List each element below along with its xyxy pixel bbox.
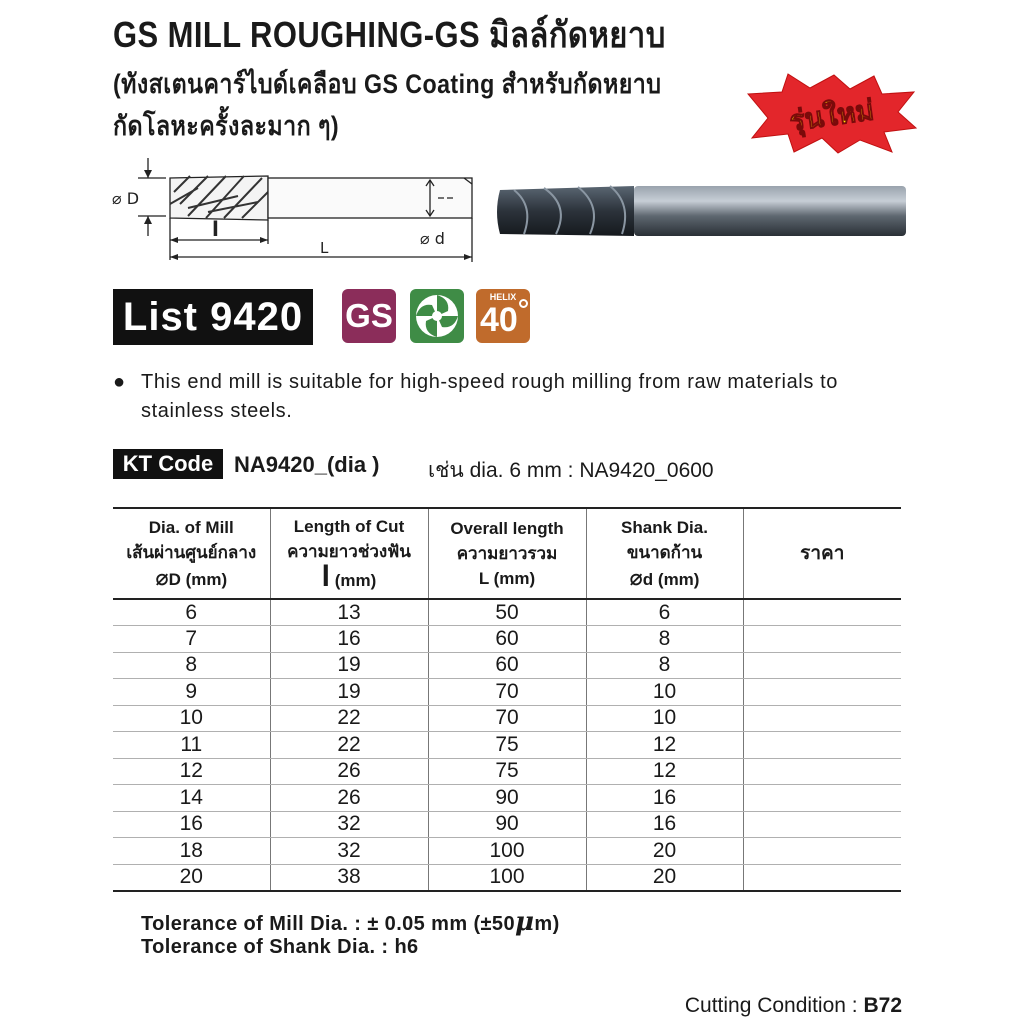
table-cell	[743, 599, 901, 626]
table-cell: 70	[428, 705, 586, 732]
diameter-label: ⌀ D	[112, 189, 140, 208]
table-cell: 8	[113, 652, 270, 679]
tolerance-mill-unit: m)	[534, 913, 560, 935]
table-cell: 6	[586, 599, 743, 626]
table-cell: 90	[428, 785, 586, 812]
helix-angle-icon	[476, 289, 530, 343]
table-cell: 16	[270, 626, 428, 653]
overall-length-arrowhead-right	[464, 254, 472, 260]
table-cell	[743, 811, 901, 838]
spec-table	[113, 507, 901, 892]
table-cell: 26	[270, 785, 428, 812]
table-row	[113, 705, 901, 732]
table-row	[113, 732, 901, 759]
list-number-label: List 9420	[113, 289, 313, 345]
table-cell: 13	[270, 599, 428, 626]
table-cell	[743, 758, 901, 785]
gs-coating-icon: GS	[342, 289, 396, 343]
diameter-arrowhead-bottom	[144, 216, 152, 224]
cut-length-arrowhead-right	[260, 237, 268, 243]
title-line-2: (ทังสเตนคาร์ไบด์เคลือบ GS Coating สำหรับกัดหยาบ	[113, 69, 662, 99]
diameter-arrowhead-top	[144, 170, 152, 178]
table-cell	[743, 785, 901, 812]
kt-code-label: KT Code	[113, 449, 223, 479]
new-model-badge	[742, 72, 918, 154]
end-mill-photo	[494, 176, 908, 246]
header-length-of-cut: Length of Cut ความยาวช่วงฟัน l (mm)	[270, 508, 428, 599]
table-cell: 60	[428, 652, 586, 679]
tool-dimension-diagram	[108, 152, 488, 270]
table-row	[113, 811, 901, 838]
table-cell: 8	[586, 652, 743, 679]
table-header-row	[113, 508, 901, 599]
table-cell: 19	[270, 652, 428, 679]
table-row	[113, 679, 901, 706]
table-cell: 18	[113, 838, 270, 865]
table-cell: 6	[113, 599, 270, 626]
table-cell: 10	[586, 705, 743, 732]
degree-icon	[519, 299, 528, 308]
cutting-condition	[685, 994, 902, 1018]
flute-symbol	[410, 289, 464, 343]
table-cell: 75	[428, 758, 586, 785]
table-cell: 16	[586, 811, 743, 838]
tolerance-mill	[141, 907, 560, 937]
table-cell: 70	[428, 679, 586, 706]
table-cell: 60	[428, 626, 586, 653]
table-cell: 11	[113, 732, 270, 759]
table-cell	[743, 838, 901, 865]
table-row	[113, 626, 901, 653]
table-cell: 12	[113, 758, 270, 785]
description	[113, 368, 913, 426]
table-cell: 14	[113, 785, 270, 812]
tolerance-mill-label: Tolerance of Mill Dia. :	[141, 913, 362, 935]
table-cell: 50	[428, 599, 586, 626]
table-cell: 9	[113, 679, 270, 706]
table-cell	[743, 864, 901, 891]
table-cell	[743, 626, 901, 653]
table-cell: 12	[586, 732, 743, 759]
cut-length-label: l	[212, 217, 219, 241]
table-row	[113, 758, 901, 785]
description-text: This end mill is suitable for high-speed rough milling from raw materials to stainless steels.	[141, 371, 838, 422]
cutting-condition-value: B72	[863, 994, 902, 1017]
table-cell: 8	[586, 626, 743, 653]
header-dia-of-mill: Dia. of Mill เส้นผ่านศูนย์กลาง ⌀D (mm)	[113, 508, 270, 599]
four-flute-icon	[410, 289, 464, 343]
overall-length-arrowhead-left	[170, 254, 178, 260]
table-row	[113, 652, 901, 679]
table-body	[113, 599, 901, 891]
kt-code-example: เช่น dia. 6 mm : NA9420_0600	[428, 459, 714, 482]
table-cell: 12	[586, 758, 743, 785]
table-cell: 100	[428, 864, 586, 891]
table-cell: 26	[270, 758, 428, 785]
header-overall-length: Overall length ความยาวรวม L (mm)	[428, 508, 586, 599]
photo-shank	[634, 186, 906, 236]
table-cell: 16	[113, 811, 270, 838]
tolerance-shank-value: h6	[394, 936, 419, 958]
table-cell: 20	[113, 864, 270, 891]
table-cell: 10	[113, 705, 270, 732]
header-price: ราคา	[743, 508, 901, 599]
tolerance-mill-value: ± 0.05 mm (±50	[367, 913, 515, 935]
table-cell: 20	[586, 864, 743, 891]
bullet-icon: ●	[113, 371, 126, 393]
table-cell: 19	[270, 679, 428, 706]
table-cell: 32	[270, 811, 428, 838]
table-cell: 38	[270, 864, 428, 891]
table-cell	[743, 679, 901, 706]
cutting-condition-label: Cutting Condition :	[684, 994, 858, 1017]
badge-text: รุ่นใหม่	[787, 93, 877, 138]
table-cell: 75	[428, 732, 586, 759]
table-cell: 20	[586, 838, 743, 865]
tolerance-shank	[141, 936, 419, 959]
table-cell: 90	[428, 811, 586, 838]
helix-label: HELIX	[489, 292, 517, 302]
table-cell: 100	[428, 838, 586, 865]
table-row	[113, 599, 901, 626]
shank-label: ⌀ d	[420, 229, 445, 248]
table-row	[113, 785, 901, 812]
table-cell	[743, 652, 901, 679]
overall-length-label: L	[320, 239, 329, 257]
table-cell	[743, 705, 901, 732]
micro-symbol: μ	[514, 907, 535, 937]
helix-value: 40	[480, 301, 518, 339]
table-cell	[743, 732, 901, 759]
tolerance-shank-label: Tolerance of Shank Dia. :	[141, 936, 389, 958]
cut-length-arrowhead-left	[170, 237, 178, 243]
table-cell: 7	[113, 626, 270, 653]
table-cell: 32	[270, 838, 428, 865]
table-cell: 22	[270, 705, 428, 732]
title-line-3: กัดโลหะครั้งละมาก ๆ)	[113, 111, 340, 141]
kt-code-value: NA9420_(dia )	[234, 452, 380, 477]
table-cell: 16	[586, 785, 743, 812]
header-shank-dia: Shank Dia. ขนาดก้าน ⌀d (mm)	[586, 508, 743, 599]
title-line-1: GS MILL ROUGHING-GS มิลล์กัดหยาบ	[113, 14, 666, 55]
table-row	[113, 864, 901, 891]
table-cell: 22	[270, 732, 428, 759]
table-cell: 10	[586, 679, 743, 706]
table-row	[113, 838, 901, 865]
